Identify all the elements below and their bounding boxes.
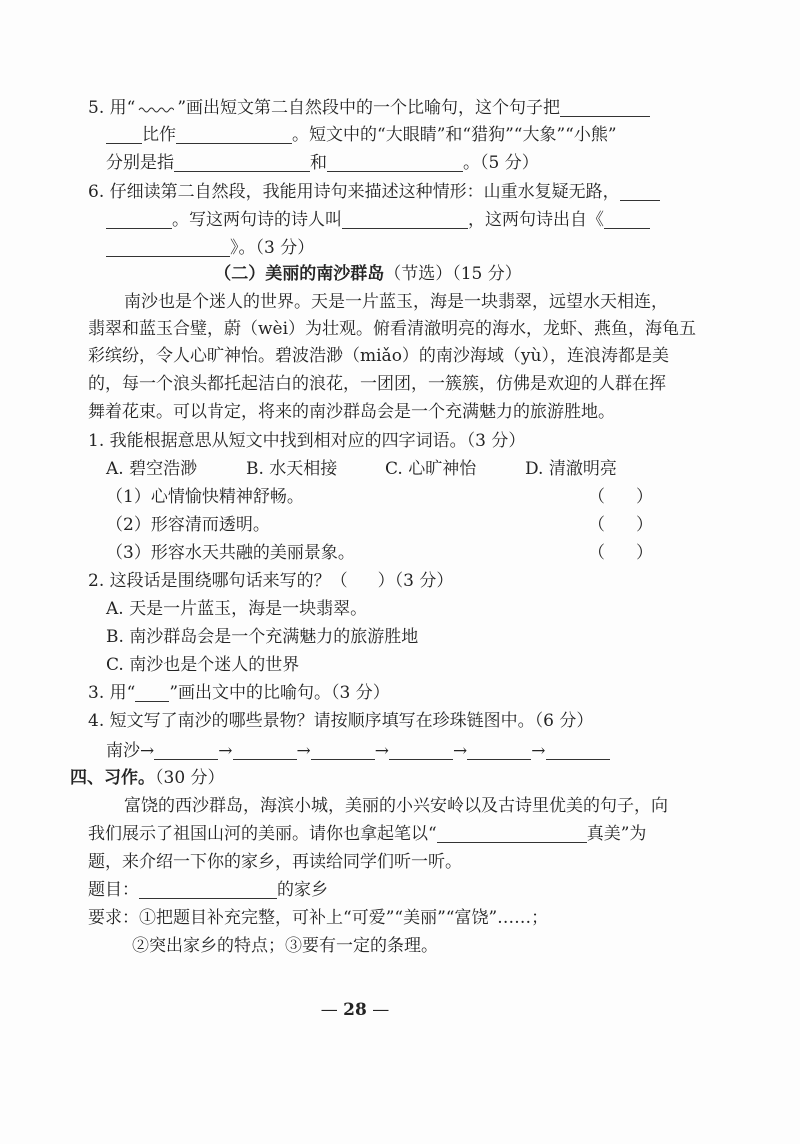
page-number-value: 28 bbox=[343, 1000, 367, 1020]
chain-blank bbox=[389, 741, 453, 760]
essay-title-suffix: 的家乡 bbox=[277, 880, 328, 900]
pearl-chain bbox=[106, 739, 610, 763]
answer-blank bbox=[620, 182, 660, 201]
question-5-score: 。（5 分） bbox=[463, 153, 539, 173]
choice-c: C. 南沙也是个迷人的世界 bbox=[106, 655, 300, 675]
option-d: D. 清澈明亮 bbox=[525, 459, 617, 479]
question-2-text: 2. 这段话是围绕哪句话来写的？（ bbox=[88, 571, 348, 591]
passage-question-4-stem: 4. 短文写了南沙的哪些景物？请按顺序填写在珍珠链图中。（6 分） bbox=[88, 711, 594, 731]
essay-title-label: 题目： bbox=[88, 880, 139, 900]
chain-start-label: 南沙 bbox=[106, 741, 140, 761]
answer-blank bbox=[106, 125, 142, 144]
essay-prompt-line bbox=[88, 822, 646, 846]
question-6-score: 》。（3 分） bbox=[230, 238, 315, 258]
choice-b: B. 南沙群岛会是一个充满魅力的旅游胜地 bbox=[106, 627, 419, 647]
answer-bracket-close: ） bbox=[636, 515, 653, 535]
underline-mark bbox=[135, 683, 169, 702]
question-5-line-3 bbox=[106, 151, 539, 175]
option-c: C. 心旷神怡 bbox=[385, 459, 477, 479]
question-5-prompt: ”画出短文第二自然段中的一个比喻句，这个句子把 bbox=[177, 98, 561, 118]
passage-title-text: （二）美丽的南沙群岛 bbox=[214, 264, 385, 284]
chain-blank bbox=[546, 741, 610, 760]
answer-blank bbox=[327, 153, 463, 172]
question-6-line-3 bbox=[106, 236, 314, 260]
option-b: B. 水天相接 bbox=[246, 459, 338, 479]
option-a: A. 碧空浩渺 bbox=[106, 459, 198, 479]
question-3-text: ”画出文中的比喻句。（3 分） bbox=[169, 683, 390, 703]
passage-title bbox=[88, 262, 648, 286]
chain-arrow: → bbox=[374, 741, 389, 761]
page-dash-left: — bbox=[320, 1000, 338, 1020]
question-6-source-prompt: ，这两句诗出自《 bbox=[468, 210, 604, 230]
answer-bracket-open: （ bbox=[588, 543, 605, 563]
chain-blank bbox=[311, 741, 375, 760]
passage-line: 舞着花束。可以肯定，将来的南沙群岛会是一个充满魅力的旅游胜地。 bbox=[88, 402, 615, 422]
item-text: （3）形容水天共融的美丽景象。 bbox=[106, 543, 355, 563]
question-5-line-3-lead: 分别是指 bbox=[106, 153, 174, 173]
passage-question-2-stem bbox=[88, 569, 453, 593]
answer-blank bbox=[342, 210, 468, 229]
essay-requirement: ②突出家乡的特点；③要有一定的条理。 bbox=[132, 936, 438, 956]
chain-arrow: → bbox=[453, 741, 468, 761]
passage-line: 彩缤纷，令人心旷神怡。碧波浩渺（miǎo）的南沙海域（yù），连浪涛都是美 bbox=[88, 346, 669, 366]
passage-line: 翡翠和蓝玉合璧，蔚（wèi）为壮观。俯看清澈明亮的海水，龙虾、燕鱼，海龟五 bbox=[88, 319, 697, 339]
answer-blank bbox=[437, 824, 587, 843]
answer-bracket-open: （ bbox=[588, 515, 605, 535]
answer-blank bbox=[174, 153, 310, 172]
question-5-line-2-text: 。短文中的“大眼睛”和“猎狗”“大象”“小熊” bbox=[292, 125, 617, 145]
wavy-underline-mark bbox=[138, 105, 174, 115]
answer-blank bbox=[106, 238, 230, 257]
answer-bracket-close: ） bbox=[636, 543, 653, 563]
passage-question-1-options bbox=[106, 457, 666, 481]
question-5-line-2 bbox=[106, 123, 617, 147]
essay-prompt-text: 真美”为 bbox=[586, 824, 647, 844]
page-dash-right: — bbox=[372, 1000, 390, 1020]
essay-section-heading bbox=[70, 766, 225, 790]
page-number bbox=[300, 998, 410, 1022]
passage-question-1-stem: 1. 我能根据意思从短文中找到相对应的四字词语。（3 分） bbox=[88, 431, 526, 451]
passage-question-1-item bbox=[106, 541, 666, 565]
passage-title-note: （节选）（15 分） bbox=[384, 264, 522, 284]
passage-question-1-item bbox=[106, 485, 666, 509]
question-6-poet-prompt: 。写这两句诗的诗人叫 bbox=[172, 210, 342, 230]
essay-score: （30 分） bbox=[155, 768, 225, 788]
chain-arrow: → bbox=[296, 741, 311, 761]
chain-blank bbox=[467, 741, 531, 760]
chain-blank bbox=[233, 741, 297, 760]
question-6-prompt: 6. 仔细读第二自然段，我能用诗句来描述这种情形：山重水复疑无路， bbox=[88, 182, 620, 202]
chain-arrow: → bbox=[531, 741, 546, 761]
chain-arrow: → bbox=[218, 741, 233, 761]
question-5-and: 和 bbox=[310, 153, 327, 173]
answer-space bbox=[348, 572, 378, 590]
essay-heading: 四、习作。 bbox=[70, 768, 155, 788]
question-3-lead: 3. 用“ bbox=[88, 683, 136, 703]
question-5-line-1 bbox=[88, 96, 650, 120]
essay-prompt-line: 富饶的西沙群岛，海滨小城，美丽的小兴安岭以及古诗里优美的句子，向 bbox=[124, 796, 668, 816]
answer-blank bbox=[560, 98, 650, 117]
item-text: （1）心情愉快精神舒畅。 bbox=[106, 487, 304, 507]
essay-requirement: 要求：①把题目补充完整，可补上“可爱”“美丽”“富饶”……； bbox=[88, 908, 549, 928]
answer-blank bbox=[106, 210, 172, 229]
question-2-score: ）（3 分） bbox=[377, 571, 454, 591]
chain-arrow: → bbox=[140, 741, 155, 761]
answer-blank bbox=[139, 880, 277, 899]
essay-title-line bbox=[88, 878, 328, 902]
answer-blank bbox=[604, 210, 650, 229]
essay-prompt-line: 题，来介绍一下你的家乡，再读给同学们听一听。 bbox=[88, 852, 462, 872]
passage-line: 南沙也是个迷人的世界。天是一片蓝玉，海是一块翡翠，远望水天相连， bbox=[124, 292, 668, 312]
choice-a: A. 天是一片蓝玉，海是一块翡翠。 bbox=[106, 599, 368, 619]
essay-prompt-text: 我们展示了祖国山河的美丽。请你也拿起笔以“ bbox=[88, 824, 437, 844]
question-5-lead: 5. 用“ bbox=[88, 98, 136, 118]
compare-word: 比作 bbox=[142, 125, 176, 145]
answer-bracket-open: （ bbox=[588, 487, 605, 507]
item-text: （2）形容清而透明。 bbox=[106, 515, 270, 535]
chain-blank bbox=[154, 741, 218, 760]
question-6-line-1 bbox=[88, 180, 660, 204]
passage-question-1-item bbox=[106, 513, 666, 537]
passage-question-3 bbox=[88, 681, 390, 705]
question-6-line-2 bbox=[106, 208, 650, 232]
passage-line: 的，每一个浪头都托起洁白的浪花，一团团，一簇簇，仿佛是欢迎的人群在挥 bbox=[88, 374, 666, 394]
answer-blank bbox=[176, 125, 292, 144]
answer-bracket-close: ） bbox=[636, 487, 653, 507]
